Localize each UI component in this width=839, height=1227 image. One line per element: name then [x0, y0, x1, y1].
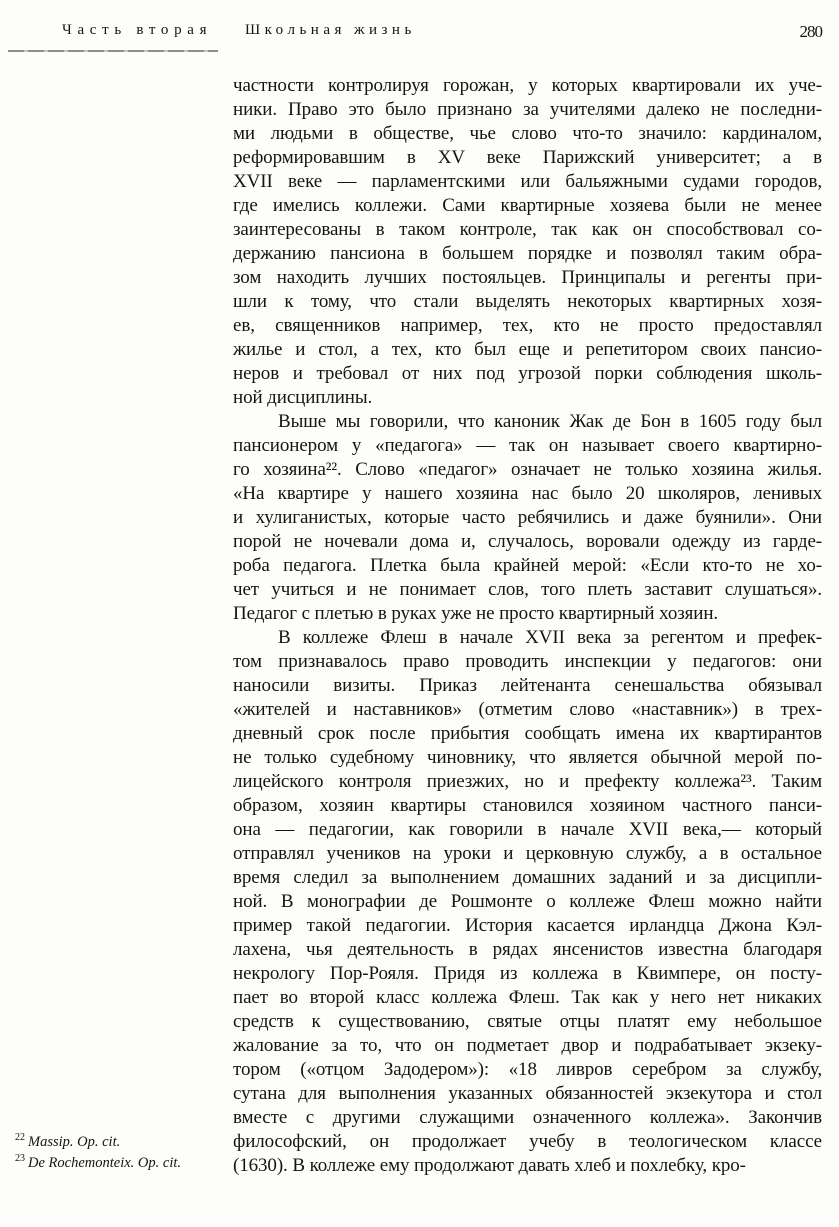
header-rule [8, 50, 218, 52]
text-line: философский, он продолжает учебу в теологическом классе [233, 1131, 822, 1152]
text-line: и хулиганистых, которые часто ребячились и даже буянили». Они [233, 507, 822, 528]
text-line: не только судебному чиновнику, что является обычной мерой по- [233, 747, 822, 768]
text-line: (1630). В коллеже ему продолжают давать хлеб и похлебку, кро- [233, 1155, 746, 1176]
footnotes [15, 1132, 245, 1174]
text-line: В коллеже Флеш в начале XVII века за регентом и префек- [278, 627, 822, 648]
text-line: сутана для выполнения указанных обязанностей экзекутора и стол [233, 1083, 822, 1104]
text-line: где имелись коллежи. Сами квартирные хозяева были не менее [233, 195, 822, 216]
text-line: чет учиться и не понимает слов, того плеть заставит слушаться». [233, 579, 822, 600]
text-line: она — педагогии, как говорили в начале XVII века,— который [233, 819, 822, 840]
running-head-chapter: Школьная жизнь [245, 22, 416, 38]
text-line: том признавалось право проводить инспекции у педагогов: они [233, 651, 822, 672]
text-line: Выше мы говорили, что каноник Жак де Бон в 1605 году был [278, 411, 822, 432]
text-line: держанию пансиона в большем порядке и позволял таким обра- [233, 243, 822, 264]
text-line: средств к существованию, святые отцы платят ему небольшое [233, 1011, 822, 1032]
text-line: дневный срок после прибытия сообщать имена их квартирантов [233, 723, 822, 744]
text-line: тором («отцом Задодером»): «18 ливров серебром за службу, [233, 1059, 822, 1080]
text-line: XVII веке — парламентскими или бальяжными судами городов, [233, 171, 822, 192]
footnote-marker: 22 [15, 1132, 25, 1144]
footnote [15, 1153, 245, 1174]
text-line: ной. В монографии де Рошмонте о коллеже Флеш можно найти [233, 891, 822, 912]
text-line: реформировавшим в XV веке Парижский университет; а в [233, 147, 822, 168]
text-line: пает во второй класс коллежа Флеш. Так как у него нет никаких [233, 987, 822, 1008]
text-line: ной дисциплины. [233, 387, 373, 408]
body-text [233, 74, 822, 1178]
text-line: наносили визиты. Приказ лейтенанта сенешальства обязывал [233, 675, 822, 696]
text-line: «жителей и наставников» (отметим слово «наставник») в трех- [233, 699, 822, 720]
text-line: «На квартире у нашего хозяина нас было 20 школяров, ленивых [233, 483, 822, 504]
text-line: ев, священников например, тех, кто не просто предоставлял [233, 315, 822, 336]
text-line: пример такой педагогии. История касается ирландца Джона Кэл- [233, 915, 822, 936]
text-line: отправлял учеников на уроки и церковную службу, а в остальное [233, 843, 822, 864]
page-header [0, 22, 839, 48]
text-line: жалование за то, что он подметает двор и подрабатывает экзеку- [233, 1035, 822, 1056]
text-line: роба педагога. Плетка была крайней мерой: «Если кто-то не хо- [233, 555, 822, 576]
text-line: лахена, чья деятельность в рядах янсенистов известна благодаря [233, 939, 822, 960]
text-line: время следил за выполнением домашних заданий и за дисципли- [233, 867, 822, 888]
footnote-text: De Rochemonteix. Op. cit. [28, 1155, 182, 1171]
page-number: 280 [799, 22, 822, 41]
footnote-marker: 23 [15, 1153, 25, 1165]
text-line: Педагог с плетью в руках уже не просто квартирный хозяин. [233, 603, 719, 624]
text-line: жилье и стол, а тех, кто был еще и репетитором своих пансио- [233, 339, 822, 360]
text-line: заинтересованы в таком контроле, так как он способствовал со- [233, 219, 822, 240]
text-line: частности контролируя горожан, у которых квартировали их уче- [233, 75, 822, 96]
text-line: шли к тому, что стали выделять некоторых квартирных хозя- [233, 291, 822, 312]
text-line: некрологу Пор-Рояля. Придя из коллежа в Квимпере, он посту- [233, 963, 822, 984]
text-line: порой не ночевали дома и, случалось, воровали одежду из гарде- [233, 531, 822, 552]
text-line: пансионером у «педагога» — так он называет своего квартирно- [233, 435, 822, 456]
text-line: зом находить лучших постояльцев. Принципалы и регенты при- [233, 267, 822, 288]
footnote-text: Massip. Op. cit. [28, 1134, 121, 1150]
running-head-section: Часть вторая [62, 22, 213, 38]
text-line: образом, хозяин квартиры становился хозяином частного панси- [233, 795, 822, 816]
text-line: вместе с другими служащими означенного коллежа». Закончив [233, 1107, 822, 1128]
text-line: неров и требовал от них под угрозой порки соблюдения школь- [233, 363, 822, 384]
text-line: ми людьми в обществе, чье слово что-то значило: кардиналом, [233, 123, 822, 144]
text-line: ники. Право это было признано за учителями далеко не последни- [233, 99, 822, 120]
footnote [15, 1132, 245, 1153]
text-line: лицейского контроля приезжих, но и префекту коллежа²³. Таким [233, 771, 822, 792]
text-line: го хозяина²². Слово «педагог» означает не только хозяина жилья. [233, 459, 822, 480]
